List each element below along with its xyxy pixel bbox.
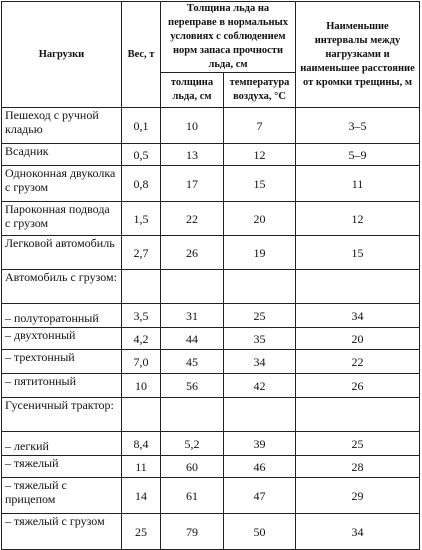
table-row — [2, 236, 420, 270]
group-title-tractor: Гусеничный трактор: — [2, 398, 122, 432]
interval-value: 12 — [296, 202, 420, 236]
weight-value: 0,5 — [122, 144, 161, 166]
temp-value: 7 — [224, 108, 296, 144]
header-ice-group: Толщина льда на переправе в нормальных условиях с соблюдением норм запаса прочности льда, см — [161, 2, 296, 73]
temp-value: 50 — [224, 514, 296, 550]
weight-value: 7,0 — [122, 350, 161, 374]
table-row — [2, 328, 420, 350]
table-row — [2, 478, 420, 514]
table-row — [2, 456, 420, 478]
thickness-value: 60 — [161, 456, 224, 478]
interval-value: 26 — [296, 374, 420, 398]
thickness-value: 26 — [161, 236, 224, 270]
weight-value: 2,7 — [122, 236, 161, 270]
group-row-tractor — [2, 398, 420, 432]
interval-value: 34 — [296, 304, 420, 328]
temp-value: 35 — [224, 328, 296, 350]
thickness-value: 10 — [161, 108, 224, 144]
weight-value: 4,2 — [122, 328, 161, 350]
load-name: – пятитонный — [2, 374, 122, 398]
temp-value: 15 — [224, 166, 296, 202]
interval-value: 5–9 — [296, 144, 420, 166]
group-title-auto: Автомобиль с грузом: — [2, 270, 122, 304]
load-name: Пешеход с ручной кладью — [2, 108, 122, 144]
thickness-value: 79 — [161, 514, 224, 550]
thickness-value: 56 — [161, 374, 224, 398]
thickness-value: 45 — [161, 350, 224, 374]
interval-value: 29 — [296, 478, 420, 514]
thickness-value: 5,2 — [161, 432, 224, 456]
table-row — [2, 202, 420, 236]
interval-value: 28 — [296, 456, 420, 478]
load-name: – тяжелый с прицепом — [2, 478, 122, 514]
temp-value: 34 — [224, 350, 296, 374]
thickness-value: 31 — [161, 304, 224, 328]
temp-value: 19 — [224, 236, 296, 270]
temp-value: 42 — [224, 374, 296, 398]
thickness-value: 13 — [161, 144, 224, 166]
interval-value: 22 — [296, 350, 420, 374]
thickness-value: 17 — [161, 166, 224, 202]
table-row — [2, 108, 420, 144]
temp-value: 47 — [224, 478, 296, 514]
temp-value: 39 — [224, 432, 296, 456]
header-weight: Вес, т — [122, 2, 161, 108]
weight-value: 14 — [122, 478, 161, 514]
table-row — [2, 304, 420, 328]
group-row-auto — [2, 270, 420, 304]
load-name: – полуторатонный — [2, 304, 122, 328]
thickness-value: 61 — [161, 478, 224, 514]
table-row — [2, 144, 420, 166]
weight-value: 25 — [122, 514, 161, 550]
temp-value: 12 — [224, 144, 296, 166]
weight-value: 3,5 — [122, 304, 161, 328]
table-row — [2, 374, 420, 398]
temp-value: 25 — [224, 304, 296, 328]
ice-crossing-table — [1, 1, 420, 550]
header-air-temp: температура воздуха, °С — [224, 73, 296, 108]
weight-value: 10 — [122, 374, 161, 398]
load-name: – трехтонный — [2, 350, 122, 374]
load-name: – легкий — [2, 432, 122, 456]
interval-value: 15 — [296, 236, 420, 270]
interval-value: 3–5 — [296, 108, 420, 144]
interval-value: 11 — [296, 166, 420, 202]
load-name: Одноконная двуколка с грузом — [2, 166, 122, 202]
load-name: Пароконная подвода с грузом — [2, 202, 122, 236]
weight-value: 0,1 — [122, 108, 161, 144]
thickness-value: 22 — [161, 202, 224, 236]
header-intervals: Наименьшие интервалы между нагрузками и наименьшее расстояние от кромки трещины, м — [296, 2, 420, 108]
table-row — [2, 166, 420, 202]
interval-value: 25 — [296, 432, 420, 456]
header-loads: Нагрузки — [2, 2, 122, 108]
temp-value: 20 — [224, 202, 296, 236]
header-ice-thickness: толщина льда, см — [161, 73, 224, 108]
load-name: – тяжелый с грузом — [2, 514, 122, 550]
load-name: Легковой автомобиль — [2, 236, 122, 270]
weight-value: 1,5 — [122, 202, 161, 236]
weight-value: 8,4 — [122, 432, 161, 456]
table-row — [2, 514, 420, 550]
weight-value: 0,8 — [122, 166, 161, 202]
load-name: – тяжелый — [2, 456, 122, 478]
table-row — [2, 350, 420, 374]
load-name: – двухтонный — [2, 328, 122, 350]
table-row — [2, 432, 420, 456]
thickness-value: 44 — [161, 328, 224, 350]
load-name: Всадник — [2, 144, 122, 166]
interval-value: 34 — [296, 514, 420, 550]
interval-value: 20 — [296, 328, 420, 350]
temp-value: 46 — [224, 456, 296, 478]
weight-value: 11 — [122, 456, 161, 478]
header-row-top — [2, 2, 420, 73]
